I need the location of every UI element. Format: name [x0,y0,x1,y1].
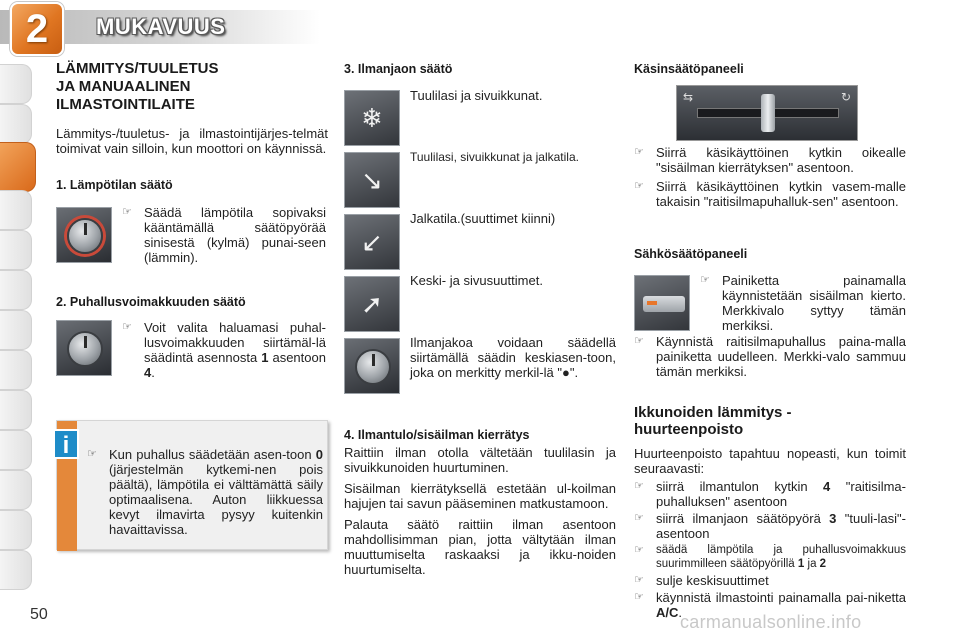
temperature-text [122,205,326,265]
blower-desc-a: Voit valita haluamasi puhal-lusvoimakkuuden siirtämäl-lä säädintä asennosta [144,320,326,365]
manual-bullet-2: Siirrä käsikäyttöinen kytkin vasem-malle takaisin "raitisilmapuhalluk-sen" asentoon. [656,179,906,209]
windscreen-feet-vent-icon: ↘ [344,152,400,208]
info-icon: i [53,429,79,459]
bullet-icon: ☞ [700,274,710,286]
column-heating [56,60,328,193]
temperature-heading: 1. Lämpötilan säätö [56,178,173,192]
intro-paragraph: Lämmitys-/tuuletus- ja ilmastointijärjes-telmät toimivat vain silloin, kun moottori on käynnissä. [56,126,328,156]
defrost-intro: Huurteenpoisto tapahtuu nopeasti, kun toimit seuraavasti: [634,446,906,476]
chapter-tab-10[interactable] [0,430,32,470]
bullet-icon: ☞ [634,335,644,347]
bullet-icon: ☞ [634,146,644,158]
control-3: 3 [829,511,837,526]
info-note-box [56,420,328,550]
defrost-title-2: huurteenpoisto [634,421,744,438]
electric-panel-image [634,275,690,331]
position-0: 0 [315,447,323,462]
distribution-knob-image [344,338,400,394]
bullet-icon: ☞ [634,574,644,586]
info-text [87,447,323,537]
title-line-2: JA MANUAALINEN [56,78,191,95]
vent-option-2: Tuulilasi, sivuikkunat ja jalkatila. [410,150,579,164]
electric-bullet-2: Käynnistä raitisilmapuhallus paina-malla painiketta uudelleen. Merkki-valo sammuu tämän merkiksi. [656,334,906,379]
control-1: 1 [797,558,805,570]
blower-heading: 2. Puhallusvoimakkuuden säätö [56,295,246,309]
electric-panel-heading: Sähkösäätöpaneeli [634,247,748,261]
chapter-tab-13[interactable] [0,550,32,590]
defrost-step-1b: "raitisilma-puhalluksen" asentoon [656,479,906,509]
title-line-3: ILMASTOINTILAITE [56,96,195,113]
manual-panel-image [676,85,858,141]
chapter-tab-active[interactable] [0,142,36,192]
chapter-number-badge: 2 [10,2,64,56]
blower-knob-image [56,320,112,376]
vent5-a: Ilmanjakoa voidaan säädellä siirtämällä säädin keskiasen-toon, joka on merkitty merkil-lä " [410,335,616,380]
chapter-tab-11[interactable] [0,470,32,510]
watermark: carmanualsonline.info [680,612,862,632]
temperature-knob-image [56,207,112,263]
defrost-step-2b: "tuuli-lasi"-asentoon [656,511,906,541]
blower-text [122,320,326,380]
center-mark-icon: ● [561,365,570,380]
bullet-icon: ☞ [87,448,97,460]
recirculation-section [344,428,616,577]
position-1: 1 [261,350,269,365]
chapter-tab-5[interactable] [0,230,32,270]
recirculation-p1: Raittiin ilman otolla vältetään tuulilasin ja sivuikkunoiden huurtuminen. [344,445,616,475]
recirculation-icon: ↻ [840,90,851,104]
manual-lever [761,94,775,132]
electric-panel-text-1 [700,273,906,333]
blower-end: . [151,365,155,380]
manual-bullet-1: Siirrä käsikäyttöinen kytkin oikealle "sisäilman kierrätyksen" asentoon. [656,145,906,175]
recirculation-heading: 4. Ilmantulo/sisäilman kierrätys [344,428,530,442]
chapter-tab-1[interactable] [0,64,32,104]
page-title: MUKAVUUS [96,14,226,39]
vent-option-3: Jalkatila.(suuttimet kiinni) [410,211,556,226]
windscreen-vent-icon: ❄ [344,90,400,146]
page-number: 50 [30,606,48,623]
bullet-icon: ☞ [122,321,132,333]
bullet-icon: ☞ [634,180,644,192]
temperature-description: Säädä lämpötila sopivaksi kääntämällä säätöpyörää sinisestä (kylmä) punai-seen (lämmin). [144,205,326,265]
chapter-tab-12[interactable] [0,510,32,550]
defrost-step-3-and: ja [807,558,817,570]
electric-panel-text-2 [634,334,906,379]
chapter-tab-6[interactable] [0,270,32,310]
bullet-icon: ☞ [122,206,132,218]
bullet-icon: ☞ [634,544,644,556]
electric-bullet-1: Painiketta painamalla käynnistetään sisäilman kierto. Merkkivalo syttyy tämän merkiksi. [722,273,906,333]
manual-panel-heading: Käsinsäätöpaneeli [634,62,744,76]
defrost-step-3a: säädä lämpötila ja puhallusvoimakkuus suurimmilleen säätöpyörillä [656,544,906,570]
chapter-tab-8[interactable] [0,350,32,390]
chapter-tab-2[interactable] [0,104,32,144]
vent-option-1: Tuulilasi ja sivuikkunat. [410,88,543,103]
control-4: 4 [823,479,831,494]
ac-button-label: A/C [656,605,679,620]
fresh-air-icon: ⇆ [683,90,694,104]
info-desc-a: Kun puhallus säädetään asen-toon [109,447,312,462]
blower-desc-b: asentoon [272,350,326,365]
chapter-tab-7[interactable] [0,310,32,350]
recirculation-p2: Sisäilman kierrätyksellä estetään ul-koilman hajujen tai savun pääseminen matkustamoon. [344,481,616,511]
defrost-step-2a: siirrä ilmanjaon säätöpyörä [656,511,821,526]
vent5-b: ". [569,365,579,380]
section-title [56,60,328,114]
chapter-tab-9[interactable] [0,390,32,430]
chapter-tab-4[interactable] [0,190,32,230]
defrost-section [634,404,906,620]
defrost-step-1a: siirrä ilmantulon kytkin [656,479,808,494]
bullet-icon: ☞ [634,512,644,524]
control-2: 2 [819,558,827,570]
info-desc-b: (järjestelmän kytkemi-nen pois päältä), lämpötila ei välttämättä säily optimaalisena. Auton liikkuessa kevyt ilmavirta pysyy kuitenkin havaittavissa. [109,462,323,537]
title-line-1: LÄMMITYS/TUULETUS [56,60,219,77]
bullet-icon: ☞ [634,480,644,492]
recirculation-p3: Palauta säätö raittiin ilman asentoon mahdollisimman pian, jotta vältytään ilman muuttumiselta raskaaksi ja ikku-noiden huurtumiselta. [344,517,616,577]
vent-option-4: Keski- ja sivusuuttimet. [410,273,543,288]
indicator-light [647,301,657,305]
bullet-icon: ☞ [634,591,644,603]
feet-vent-icon: ↙ [344,214,400,270]
manual-panel-text [634,145,906,209]
page-header [0,0,960,58]
defrost-step-5a: käynnistä ilmastointi painamalla pai-niketta [656,590,906,605]
distribution-heading: 3. Ilmanjaon säätö [344,62,453,76]
defrost-step-5-end: . [678,605,683,620]
vent-option-5 [410,335,616,380]
defrost-title-1: Ikkunoiden lämmitys - [634,404,792,421]
defrost-heading [634,404,906,438]
defrost-step-4: sulje keskisuuttimet [656,573,769,588]
position-4: 4 [144,365,152,380]
face-vent-icon: ➚ [344,276,400,332]
